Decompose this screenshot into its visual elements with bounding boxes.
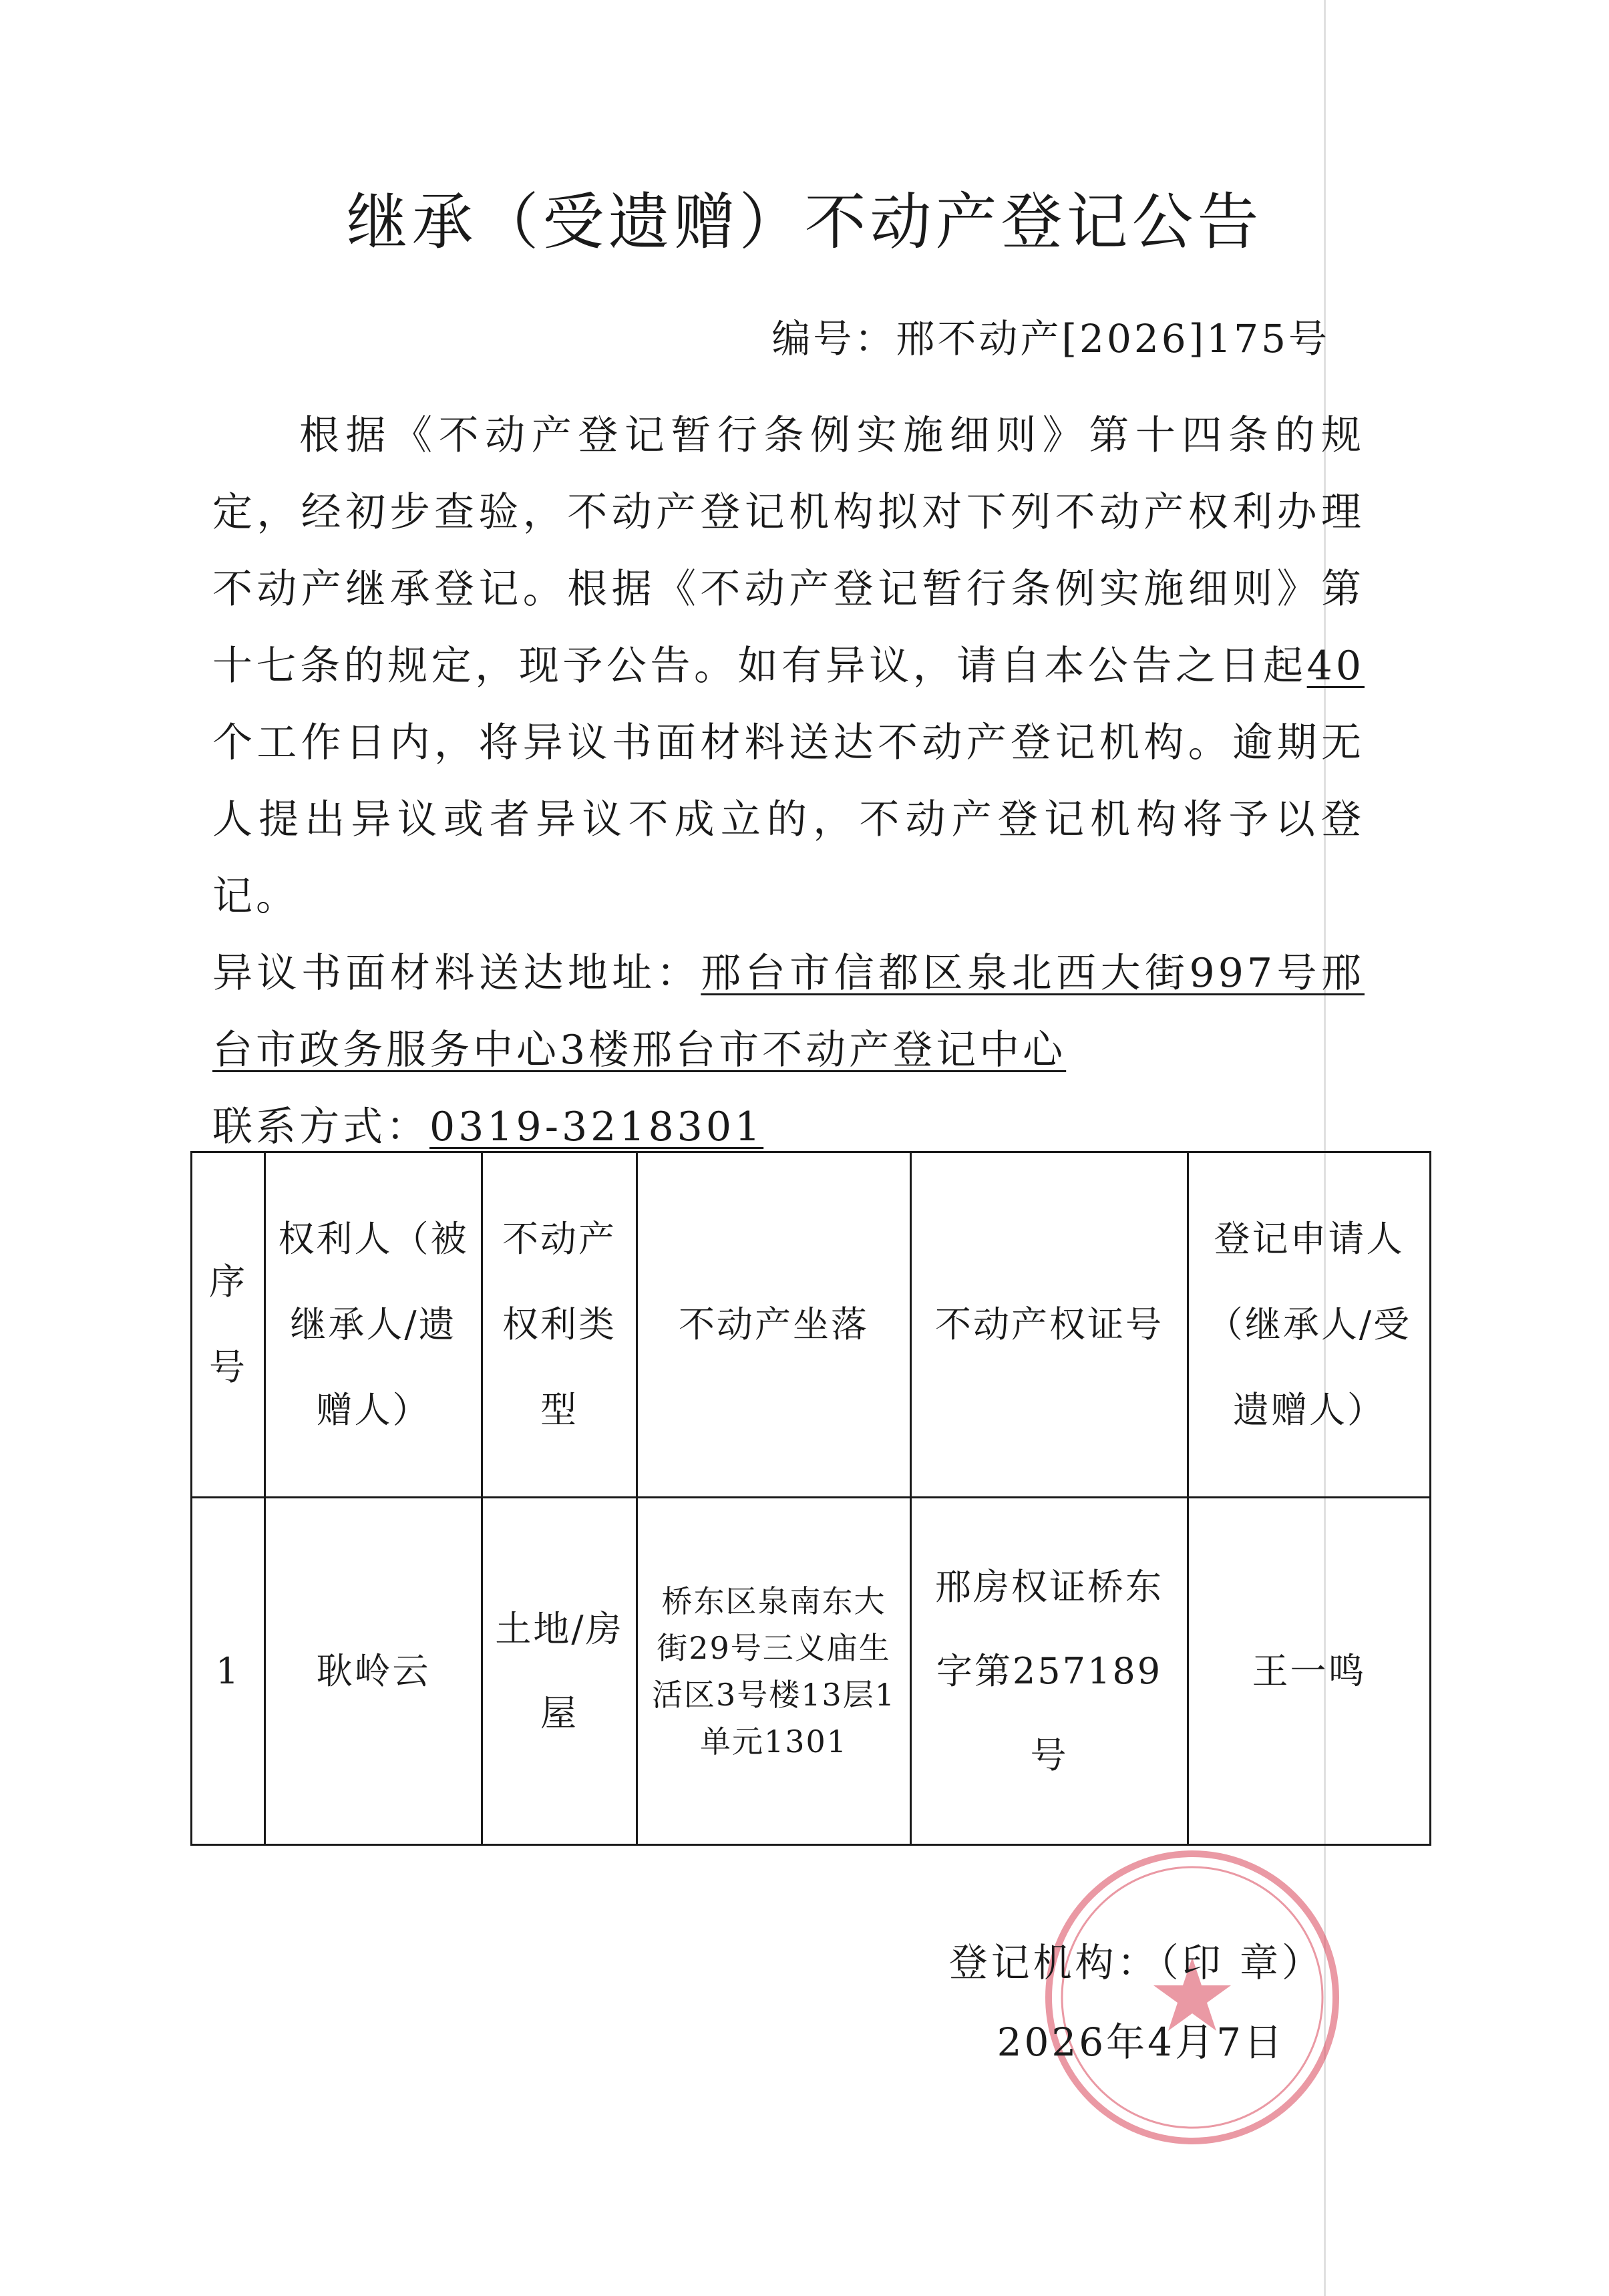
contact-label: 联系方式： (212, 1104, 429, 1150)
table-header-row (192, 1152, 1431, 1498)
header-cert-no: 不动产权证号 (911, 1152, 1188, 1498)
objection-days: 40 (1306, 643, 1365, 689)
address-label: 异议书面材料送达地址： (212, 950, 701, 997)
cell-serial: 1 (192, 1498, 265, 1845)
official-seal-stamp (1039, 1844, 1346, 2151)
page-title: 继承（受遗赠）不动产登记公告 (346, 186, 1263, 258)
document-number: 编号：邢不动产[2026]175号 (771, 316, 1330, 361)
announcement-date: 2026年4月7日 (997, 2019, 1285, 2065)
paragraph-text: 根据《不动产登记暂行条例实施细则》第十四条的规定，经初步查验，不动产登记机构拟对下列不动产权利办理不动产继承登记。根据《不动产登记暂行条例实施细则》第十七条的规定，现予公告。如有异议，请自本公告之日起 (212, 412, 1365, 689)
header-applicant: 登记申请人（继承人/受遗赠人） (1188, 1152, 1431, 1498)
header-holder: 权利人（被继承人/遗赠人） (265, 1152, 482, 1498)
address-line (212, 935, 1365, 1089)
cell-cert-no: 邢房权证桥东字第257189号 (911, 1498, 1188, 1845)
address-value: 邢台市信都区泉北西大街997号邢台市政务服务中心3楼邢台市不动产登记中心 (212, 950, 1365, 1074)
registration-authority: 登记机构：（印 章） (948, 1940, 1324, 1985)
table-row (192, 1498, 1431, 1845)
cell-applicant: 王一鸣 (1188, 1498, 1431, 1845)
contact-value: 0319-3218301 (429, 1104, 764, 1150)
header-right-type: 不动产权利类型 (482, 1152, 637, 1498)
paragraph-text-tail: 个工作日内，将异议书面材料送达不动产登记机构。逾期无人提出异议或者异议不成立的，不动产登记机构将予以登记。 (212, 719, 1365, 920)
header-location: 不动产坐落 (637, 1152, 911, 1498)
cell-holder: 耿岭云 (265, 1498, 482, 1845)
header-serial: 序号 (192, 1152, 265, 1498)
cell-location: 桥东区泉南东大街29号三义庙生活区3号楼13层1单元1301 (637, 1498, 911, 1845)
main-paragraph (212, 397, 1365, 935)
announcement-body (212, 397, 1365, 1166)
cell-right-type: 土地/房屋 (482, 1498, 637, 1845)
registration-table (190, 1151, 1429, 1844)
